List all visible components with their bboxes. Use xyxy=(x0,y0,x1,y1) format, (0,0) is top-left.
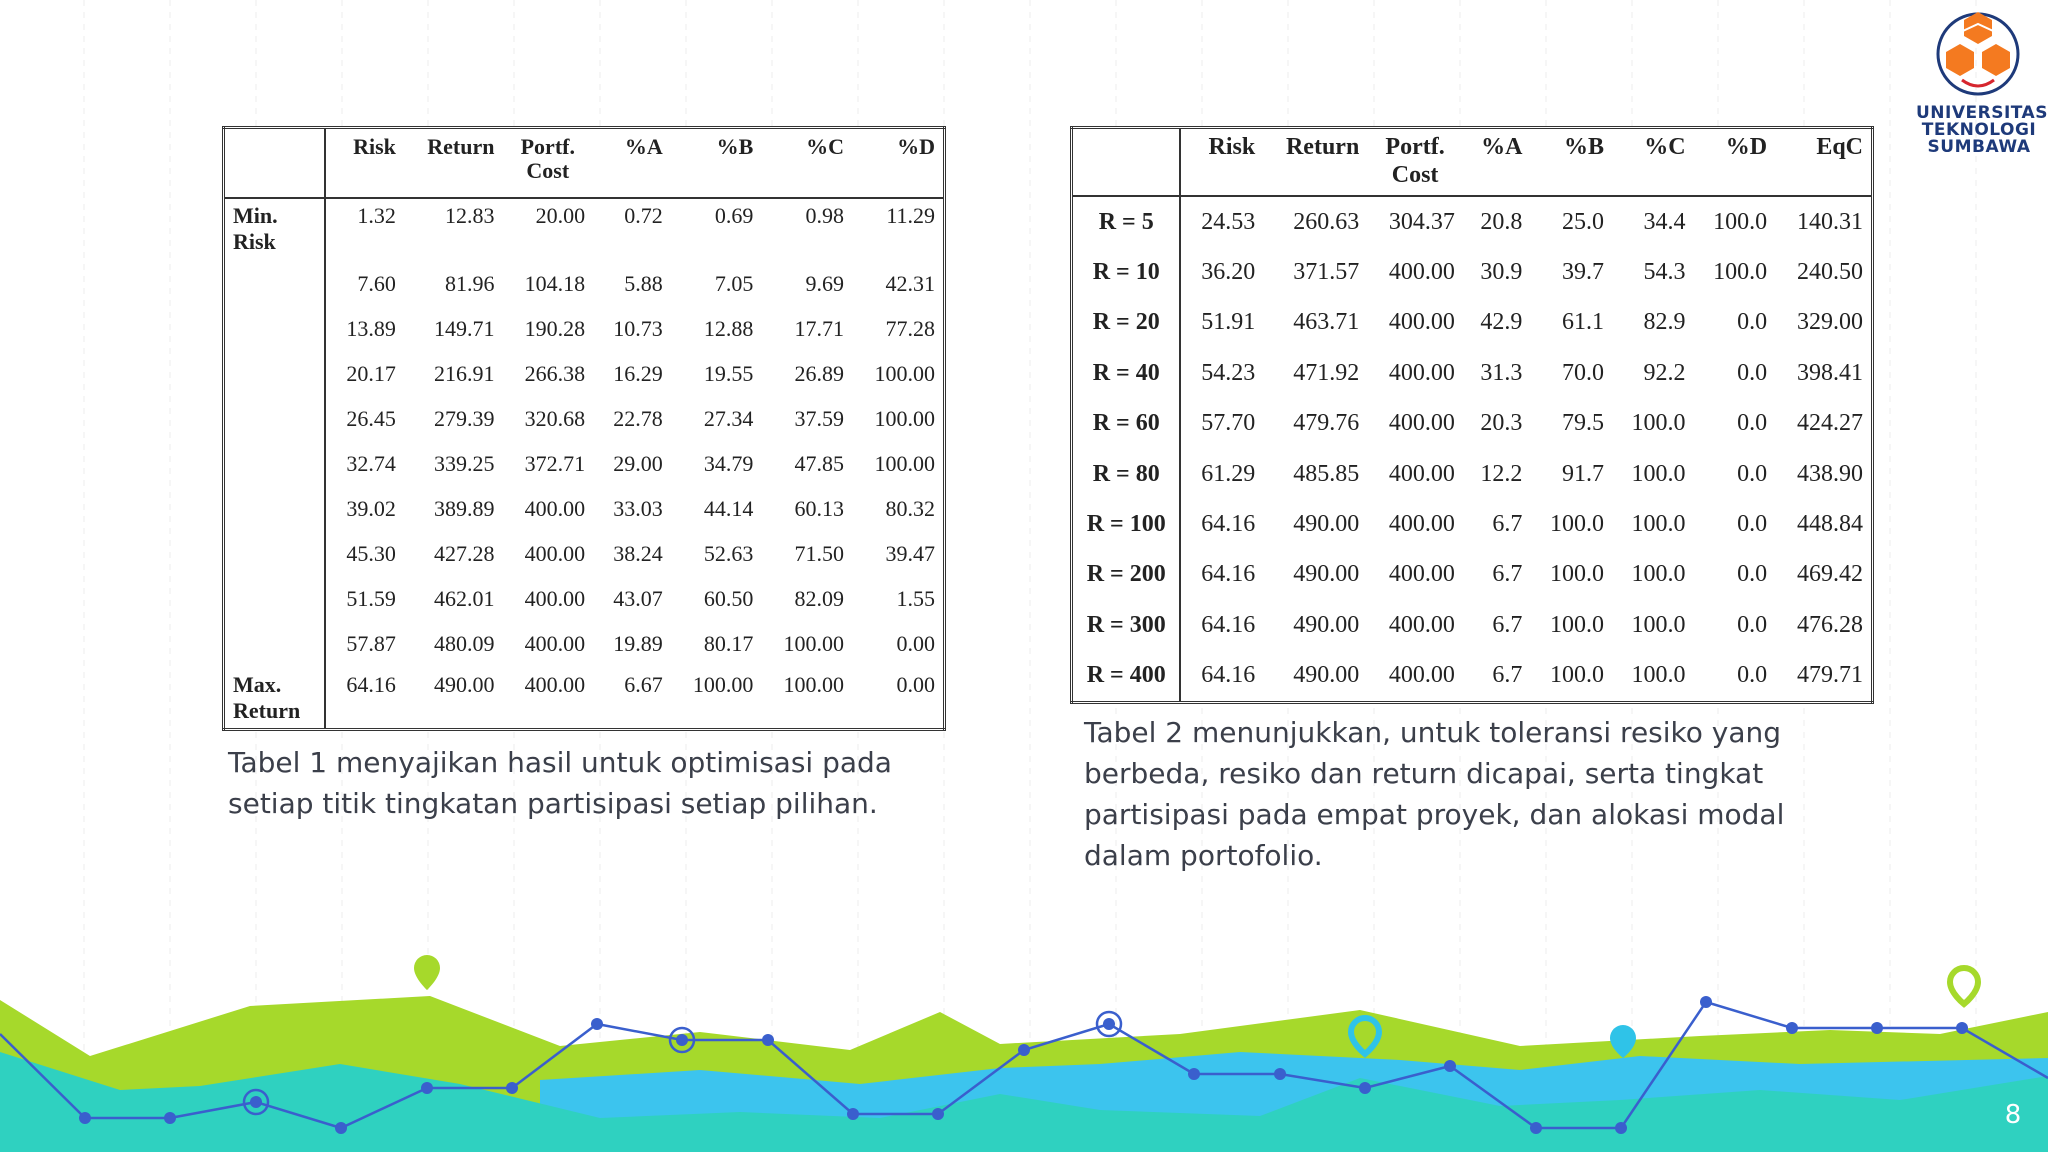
table-1-cell: 480.09 xyxy=(433,630,495,656)
table-2-row xyxy=(1072,550,1873,600)
table-1-cell: 60.50 xyxy=(703,585,754,611)
table-1-cell: 7.60 xyxy=(357,270,396,296)
table-1-row-label xyxy=(224,621,326,666)
table-1-cell: 190.28 xyxy=(524,315,586,341)
table-1-cell: 82.09 xyxy=(794,585,844,611)
table-1-cell: 47.85 xyxy=(794,450,844,476)
table-2-cell: 39.7 xyxy=(1561,259,1604,286)
table-2-row-label: R = 400 xyxy=(1072,651,1181,703)
table-1-cell: 100.00 xyxy=(783,672,844,697)
table-1-cell: 11.29 xyxy=(886,203,935,228)
table-1-cell: 400.00 xyxy=(524,585,586,611)
table-2-cell: 0.0 xyxy=(1737,309,1768,336)
table-1-cell: 45.30 xyxy=(346,540,396,566)
table-2-cell: 371.57 xyxy=(1293,259,1360,286)
table-2-cell: 479.76 xyxy=(1293,410,1360,437)
table-1-header-c: %C xyxy=(761,128,852,199)
table-1-row-label xyxy=(224,486,326,531)
table-2-header-a: %A xyxy=(1463,128,1531,197)
table-1-cell: 0.72 xyxy=(624,203,663,228)
table-1-cell: 26.89 xyxy=(794,360,844,386)
table-2-cell: 100.0 xyxy=(1549,662,1604,689)
table-2-cell: 64.16 xyxy=(1201,662,1256,689)
table-2-row-label: R = 80 xyxy=(1072,449,1181,499)
table-1-cell: 104.18 xyxy=(524,270,586,296)
table-1-header-b: %B xyxy=(671,128,762,199)
table-2-cell: 100.0 xyxy=(1549,561,1604,588)
table-2-cell: 469.42 xyxy=(1797,561,1863,588)
table-1-cell: 80.32 xyxy=(885,495,935,521)
table-2-row-label: R = 10 xyxy=(1072,247,1181,297)
table-1-row-label xyxy=(224,441,326,486)
table-2-cell: 485.85 xyxy=(1293,460,1360,487)
table-2-row xyxy=(1072,499,1873,549)
table-2-cell: 329.00 xyxy=(1797,309,1863,336)
table-1-cell: 81.96 xyxy=(444,270,495,296)
table-1-row-label xyxy=(224,306,326,351)
table-1-cell: 52.63 xyxy=(703,540,754,566)
table-2 xyxy=(1070,126,1874,704)
table-1-header-return: Return xyxy=(404,128,503,199)
table-2-header-d: %D xyxy=(1694,128,1776,197)
table-1-cell: 100.00 xyxy=(874,450,935,476)
table-1-cell: 400.00 xyxy=(524,672,586,697)
table-2-cell: 91.7 xyxy=(1561,460,1604,487)
table-1-row xyxy=(224,261,945,306)
table-2-cell: 140.31 xyxy=(1797,208,1863,235)
table-2-cell: 20.8 xyxy=(1480,208,1523,235)
table-2-cell: 490.00 xyxy=(1293,561,1360,588)
table-1-cell: 0.00 xyxy=(896,630,935,656)
table-1-cell: 57.87 xyxy=(346,630,396,656)
table-2-cell: 260.63 xyxy=(1293,208,1360,235)
table-1-cell: 372.71 xyxy=(524,450,586,476)
table-1-row xyxy=(224,396,945,441)
map-pin-icon xyxy=(413,940,441,990)
table-1-row xyxy=(224,531,945,576)
table-1-cell: 266.38 xyxy=(524,360,586,386)
table-1-header-d: %D xyxy=(852,128,945,199)
table-2-cell: 100.0 xyxy=(1549,611,1604,638)
table-2-cell: 100.0 xyxy=(1631,410,1686,437)
table-1-cell: 19.89 xyxy=(613,630,663,656)
table-2-cell: 70.0 xyxy=(1561,359,1604,386)
table-2-row-label: R = 200 xyxy=(1072,550,1181,600)
table-2-row-label: R = 300 xyxy=(1072,600,1181,650)
table-1-header-a: %A xyxy=(593,128,671,199)
table-2-cell: 479.71 xyxy=(1797,662,1863,689)
table-2-cell: 82.9 xyxy=(1643,309,1686,336)
table-1-cell: 27.34 xyxy=(703,405,754,431)
table-1-row xyxy=(224,306,945,351)
table-2-cell: 463.71 xyxy=(1293,309,1360,336)
table-1-cell: 100.00 xyxy=(692,672,754,697)
table-1-cell: 490.00 xyxy=(433,672,495,697)
table-1-cell: 34.79 xyxy=(703,450,754,476)
table-2-row xyxy=(1072,348,1873,398)
table-2-cell: 100.0 xyxy=(1549,511,1604,538)
table-1-cell: 400.00 xyxy=(524,540,586,566)
table-1-cell: 44.14 xyxy=(703,495,754,521)
table-2-cell: 100.0 xyxy=(1631,460,1686,487)
table-1-cell: 43.07 xyxy=(613,585,663,611)
table-2-cell: 24.53 xyxy=(1201,208,1256,235)
table-2-cell: 0.0 xyxy=(1737,359,1768,386)
page-number: 8 xyxy=(2004,1100,2022,1130)
table-2-cell: 471.92 xyxy=(1293,359,1360,386)
table-2-cell: 6.7 xyxy=(1492,611,1523,638)
table-2-cell: 25.0 xyxy=(1561,208,1604,235)
table-1 xyxy=(222,126,946,731)
table-1-row-label xyxy=(224,351,326,396)
table-2-cell: 490.00 xyxy=(1293,511,1360,538)
table-1-cell: 22.78 xyxy=(613,405,663,431)
table-1-cell: 0.00 xyxy=(896,672,935,697)
table-2-cell: 92.2 xyxy=(1643,359,1686,386)
table-1-cell: 20.17 xyxy=(346,360,396,386)
table-2-cell: 448.84 xyxy=(1797,511,1863,538)
table-1-header-risk: Risk xyxy=(325,128,404,199)
table-1-row xyxy=(224,441,945,486)
table-1-corner xyxy=(224,128,326,199)
table-1-cell: 19.55 xyxy=(703,360,754,386)
table-1-cell: 7.05 xyxy=(714,270,754,296)
table-1-cell: 51.59 xyxy=(346,585,396,611)
table-2-cell: 54.23 xyxy=(1201,359,1256,386)
table-1-cell: 100.00 xyxy=(874,405,935,431)
table-1-row-label xyxy=(224,531,326,576)
table-1-cell: 17.71 xyxy=(794,315,844,341)
table-1-cell: 13.89 xyxy=(346,315,396,341)
table-2-cell: 490.00 xyxy=(1293,662,1360,689)
table-2-row xyxy=(1072,298,1873,348)
table-2-cell: 34.4 xyxy=(1643,208,1686,235)
table-1-cell: 10.73 xyxy=(613,315,663,341)
table-2-cell: 12.2 xyxy=(1480,460,1523,487)
table-2-cell: 400.00 xyxy=(1388,410,1455,437)
table-2-header-risk: Risk xyxy=(1180,128,1263,197)
table-2-cell: 6.7 xyxy=(1492,561,1523,588)
table-1-cell: 400.00 xyxy=(524,630,586,656)
university-logo-icon xyxy=(1932,6,2026,98)
table-2-cell: 490.00 xyxy=(1293,611,1360,638)
table-1-cell: 0.69 xyxy=(714,203,754,228)
table-1-cell: 60.13 xyxy=(794,495,844,521)
table-1-cell: 279.39 xyxy=(433,405,495,431)
table-2-header-eqc: EqC xyxy=(1775,128,1872,197)
table-2-cell: 61.1 xyxy=(1561,309,1604,336)
table-1-cell: 462.01 xyxy=(433,585,495,611)
table-1-cell: 39.47 xyxy=(885,540,935,566)
table-2-body xyxy=(1072,196,1873,703)
table-2-cell: 51.91 xyxy=(1201,309,1256,336)
table-1-cell: 37.59 xyxy=(794,405,844,431)
table-1-row-label: Min. Risk xyxy=(224,198,326,261)
table-1-cell: 0.98 xyxy=(805,203,844,228)
table-1-row-label: Max. Return xyxy=(224,666,326,730)
table-1-header-portf-cost: Portf. Cost xyxy=(502,128,593,199)
table-2-cell: 400.00 xyxy=(1388,511,1455,538)
table-2-cell: 0.0 xyxy=(1737,460,1768,487)
table-2-row xyxy=(1072,399,1873,449)
table-2-row-label: R = 60 xyxy=(1072,399,1181,449)
table-2-cell: 304.37 xyxy=(1388,208,1455,235)
table-2-row xyxy=(1072,196,1873,247)
table-2-cell: 400.00 xyxy=(1388,662,1455,689)
table-2-cell: 400.00 xyxy=(1388,359,1455,386)
table-2-cell: 100.0 xyxy=(1631,611,1686,638)
table-1-cell: 29.00 xyxy=(613,450,663,476)
table-2-cell: 400.00 xyxy=(1388,259,1455,286)
table-1-row xyxy=(224,666,945,730)
table-1-caption: Tabel 1 menyajikan hasil untuk optimisasi pada setiap titik tingkatan partisipasi setiap pilihan. xyxy=(228,746,892,820)
table-1-cell: 389.89 xyxy=(433,495,495,521)
table-2-cell: 100.0 xyxy=(1631,511,1686,538)
table-1-row xyxy=(224,576,945,621)
table-1-cell: 38.24 xyxy=(613,540,663,566)
table-2-header-b: %B xyxy=(1530,128,1612,197)
table-2-cell: 476.28 xyxy=(1797,611,1863,638)
table-1-cell: 149.71 xyxy=(433,315,495,341)
table-2-cell: 400.00 xyxy=(1388,309,1455,336)
table-1-row xyxy=(224,486,945,531)
table-1-cell: 400.00 xyxy=(524,495,586,521)
table-1-cell: 9.69 xyxy=(805,270,844,296)
table-1-row xyxy=(224,198,945,261)
footer-decoration xyxy=(0,940,2048,1152)
table-2-cell: 398.41 xyxy=(1797,359,1863,386)
table-2-cell: 0.0 xyxy=(1737,410,1768,437)
table-2-row xyxy=(1072,600,1873,650)
table-2-row xyxy=(1072,247,1873,297)
table-1-cell: 39.02 xyxy=(346,495,396,521)
table-1-row-label xyxy=(224,261,326,306)
table-2-cell: 64.16 xyxy=(1201,611,1256,638)
table-2-row xyxy=(1072,449,1873,499)
table-1-cell: 20.00 xyxy=(535,203,586,228)
table-1-cell: 77.28 xyxy=(885,315,935,341)
table-2-header-c: %C xyxy=(1612,128,1694,197)
table-1-cell: 26.45 xyxy=(346,405,396,431)
table-2-cell: 64.16 xyxy=(1201,561,1256,588)
table-1-cell: 42.31 xyxy=(885,270,935,296)
map-pin-icon xyxy=(1950,968,1978,1004)
table-2-cell: 100.0 xyxy=(1631,561,1686,588)
table-2-cell: 0.0 xyxy=(1737,611,1768,638)
table-2-cell: 0.0 xyxy=(1737,511,1768,538)
table-2-cell: 61.29 xyxy=(1201,460,1256,487)
university-logo xyxy=(1916,6,2048,157)
table-2-cell: 100.0 xyxy=(1713,259,1768,286)
university-name: UNIVERSITAS TEKNOLOGI SUMBAWA xyxy=(1916,103,2048,157)
table-2-cell: 438.90 xyxy=(1797,460,1863,487)
table-1-cell: 64.16 xyxy=(346,672,396,697)
table-2-cell: 31.3 xyxy=(1480,359,1523,386)
table-2-cell: 424.27 xyxy=(1797,410,1863,437)
table-1-row xyxy=(224,621,945,666)
table-2-cell: 6.7 xyxy=(1492,662,1523,689)
table-2-cell: 6.7 xyxy=(1492,511,1523,538)
table-2-cell: 64.16 xyxy=(1201,511,1256,538)
table-1-cell: 1.55 xyxy=(896,585,935,611)
table-1-cell: 12.88 xyxy=(703,315,754,341)
table-2-cell: 42.9 xyxy=(1480,309,1523,336)
table-2-cell: 79.5 xyxy=(1561,410,1604,437)
table-2-cell: 100.0 xyxy=(1713,208,1768,235)
table-2-cell: 240.50 xyxy=(1797,259,1863,286)
table-2-cell: 36.20 xyxy=(1201,259,1256,286)
table-2-header-portf-cost: Portf. Cost xyxy=(1367,128,1463,197)
table-2-row-label: R = 40 xyxy=(1072,348,1181,398)
table-1-body xyxy=(224,198,945,730)
table-1-cell: 32.74 xyxy=(346,450,396,476)
table-1-row-label xyxy=(224,576,326,621)
table-2-cell: 400.00 xyxy=(1388,460,1455,487)
table-1-cell: 427.28 xyxy=(433,540,495,566)
table-1-cell: 100.00 xyxy=(783,630,844,656)
table-2-cell: 57.70 xyxy=(1201,410,1256,437)
table-1-cell: 71.50 xyxy=(794,540,844,566)
table-2-cell: 20.3 xyxy=(1480,410,1523,437)
table-2-cell: 30.9 xyxy=(1480,259,1523,286)
table-1-cell: 339.25 xyxy=(433,450,495,476)
table-2-header-return: Return xyxy=(1263,128,1367,197)
table-1-cell: 16.29 xyxy=(613,360,663,386)
table-1-row-label xyxy=(224,396,326,441)
table-2-cell: 0.0 xyxy=(1737,662,1768,689)
table-2-row xyxy=(1072,651,1873,703)
table-2-cell: 400.00 xyxy=(1388,561,1455,588)
table-1-cell: 80.17 xyxy=(703,630,754,656)
table-1-cell: 12.83 xyxy=(444,203,495,228)
table-2-cell: 0.0 xyxy=(1737,561,1768,588)
table-2-cell: 100.0 xyxy=(1631,662,1686,689)
table-1-cell: 5.88 xyxy=(624,270,663,296)
table-1-cell: 1.32 xyxy=(357,203,396,228)
table-2-corner xyxy=(1072,128,1181,197)
table-2-cell: 54.3 xyxy=(1643,259,1686,286)
table-1-cell: 320.68 xyxy=(524,405,586,431)
table-1-row xyxy=(224,351,945,396)
table-2-row-label: R = 20 xyxy=(1072,298,1181,348)
table-2-row-label: R = 5 xyxy=(1072,196,1181,247)
table-2-row-label: R = 100 xyxy=(1072,499,1181,549)
table-2-cell: 400.00 xyxy=(1388,611,1455,638)
table-1-cell: 33.03 xyxy=(613,495,663,521)
table-2-caption: Tabel 2 menunjukkan, untuk toleransi resiko yang berbeda, resiko dan return dicapai, serta tingkat partisipasi pada empat proyek, dan alokasi modal dalam portofolio. xyxy=(1084,716,1785,872)
table-1-cell: 216.91 xyxy=(433,360,495,386)
table-1-cell: 6.67 xyxy=(624,672,663,697)
table-1-cell: 100.00 xyxy=(874,360,935,386)
